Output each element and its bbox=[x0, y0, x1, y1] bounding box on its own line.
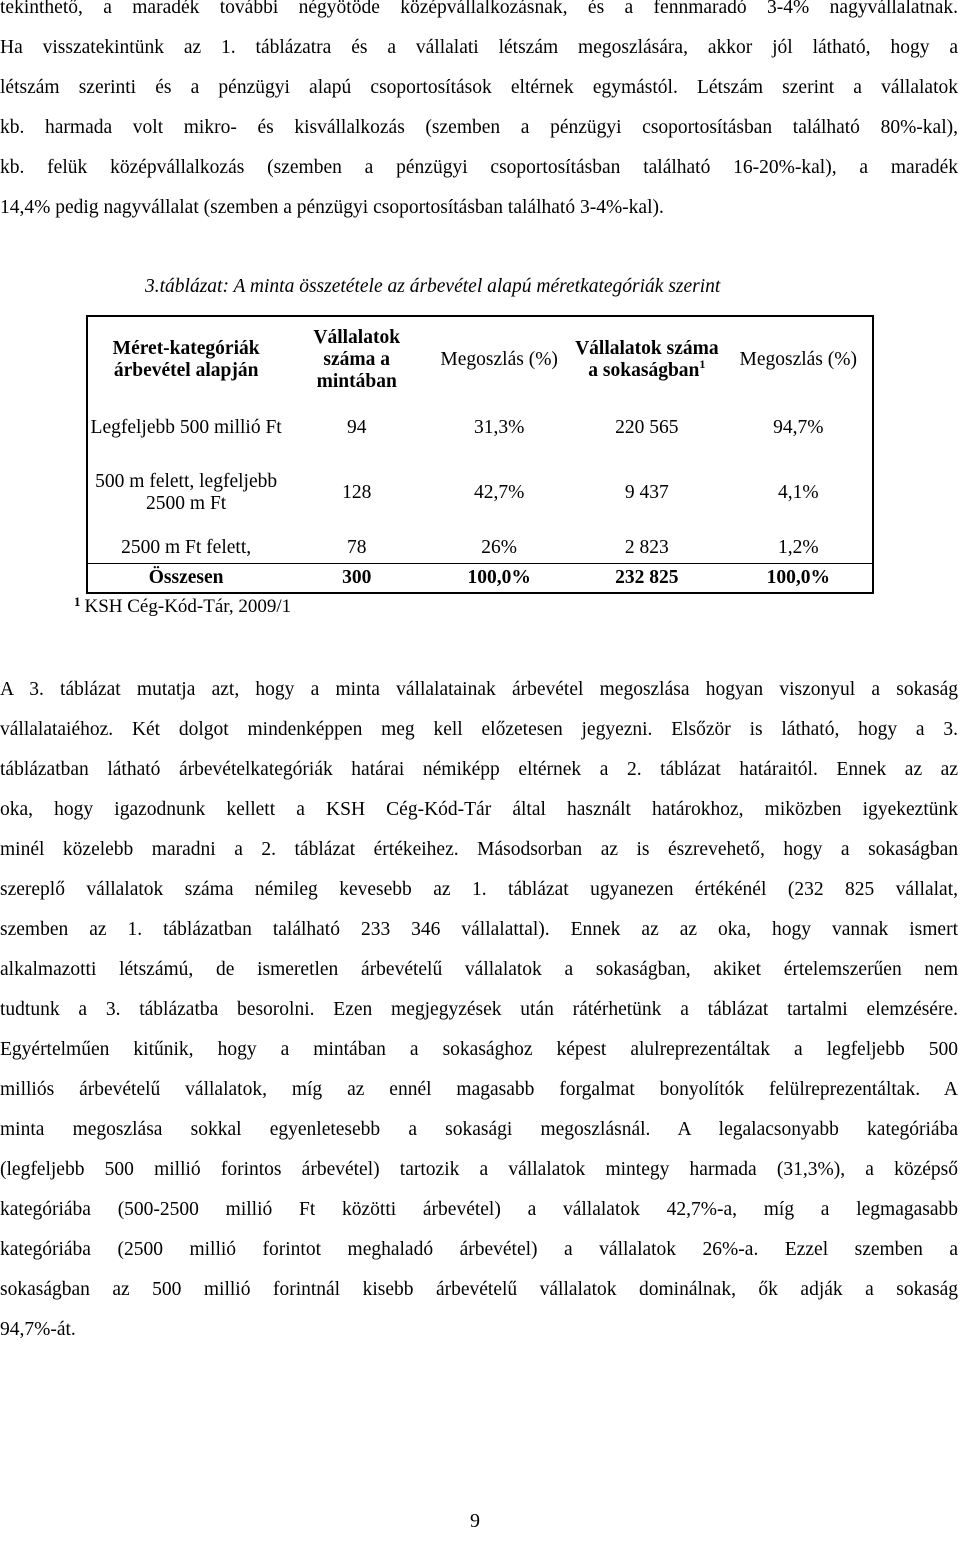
table-cell: 220 565 bbox=[615, 417, 679, 438]
text-line: sokaságban az 500 millió forintnál kisebb árbevételű vállalatok dominálnak, ők adják a sokaság bbox=[0, 1279, 958, 1300]
footnote-mark: 1 bbox=[699, 356, 706, 371]
text-line: kb. harmada volt mikro- és kisvállalkozás (szemben a pénzügyi csoportosításban található 80%-kal), bbox=[0, 117, 958, 138]
page-number: 9 bbox=[470, 1510, 480, 1532]
text-line: 14,4% pedig nagyvállalat (szemben a pénzügyi csoportosításban található 3-4%-kal). bbox=[0, 197, 664, 218]
table-cell: Összesen bbox=[87, 564, 284, 594]
table-cell: 300 bbox=[284, 564, 429, 594]
text-line: kategóriába (500-2500 millió Ft közötti árbevétel) a vállalatok 42,7%-a, míg a legmagasabb bbox=[0, 1199, 958, 1220]
header-cell: Megoszlás (%) bbox=[739, 349, 857, 370]
table-cell: Legfeljebb 500 millió Ft bbox=[90, 417, 282, 438]
table-cell: 42,7% bbox=[473, 482, 525, 503]
table-cell: 31,3% bbox=[473, 417, 525, 438]
text-line: milliós árbevételű vállalatok, míg az ennél magasabb forgalmat bonyolítók felülreprezentáltak. A bbox=[0, 1079, 958, 1100]
header-cell: Vállalatok száma a mintában bbox=[313, 327, 401, 392]
footnote-mark: 1 bbox=[74, 594, 81, 609]
text-line: Ha visszatekintünk az 1. táblázatra és a vállalati létszám megoszlására, akkor jól látható, hogy a bbox=[0, 37, 958, 58]
table-row bbox=[87, 453, 873, 533]
text-line: A 3. táblázat mutatja azt, hogy a minta vállalatainak árbevétel megoszlása hogyan viszonyul a sokaság bbox=[0, 679, 958, 700]
table-caption: 3.táblázat: A minta összetétele az árbevétel alapú méretkategóriák szerint bbox=[145, 276, 721, 297]
text-line: oka, hogy igazodnunk kellett a KSH Cég-Kód-Tár által használt határokhoz, miközben igyekeztünk bbox=[0, 799, 958, 820]
table-cell: 78 bbox=[346, 537, 367, 558]
text-line: (legfeljebb 500 millió forintos árbevétel) tartozik a vállalatok mintegy harmada (31,3%), a középső bbox=[0, 1159, 958, 1180]
text-line: minta megoszlása sokkal egyenletesebb a sokasági megoszlásnál. A legalacsonyabb kategóriába bbox=[0, 1119, 958, 1140]
table-total-row bbox=[87, 564, 873, 594]
table-cell: 232 825 bbox=[569, 564, 724, 594]
paragraph-analysis bbox=[0, 670, 958, 1350]
table-cell: 9 437 bbox=[624, 482, 669, 503]
text-line: szemben az 1. táblázatban található 233 346 vállalattal). Ennek az az oka, hogy vannak ismert bbox=[0, 919, 958, 940]
text-line: alkalmazotti létszámú, de ismeretlen árbevételű vállalatok a sokaságban, akiket értelemszerűen nem bbox=[0, 959, 958, 980]
paragraph-intro bbox=[0, 0, 958, 228]
table-row bbox=[87, 403, 873, 453]
table-cell: 500 m felett, legfeljebb 2500 m Ft bbox=[95, 471, 278, 514]
text-line: 94,7%-át. bbox=[0, 1319, 76, 1340]
table-cell: 4,1% bbox=[777, 482, 819, 503]
size-category-table bbox=[86, 315, 874, 594]
table-cell: 94 bbox=[346, 417, 367, 438]
table-cell: 94,7% bbox=[773, 417, 824, 438]
text-line: tudtunk a 3. táblázatba besorolni. Ezen megjegyzések után rátérhetünk a táblázat tartalmi elemzésére. bbox=[0, 999, 958, 1020]
table-cell: 100,0% bbox=[429, 564, 569, 594]
text-line: szereplő vállalatok száma némileg kevesebb az 1. táblázat ugyanezen értékénél (232 825 vállalat, bbox=[0, 879, 958, 900]
header-cell: Megoszlás (%) bbox=[440, 349, 558, 370]
table-footnote bbox=[74, 596, 291, 618]
text-line: létszám szerinti és a pénzügyi alapú csoportosítások eltérnek egymástól. Létszám szerint a vállalatok bbox=[0, 77, 958, 98]
footnote-text: KSH Cég-Kód-Tár, 2009/1 bbox=[84, 596, 292, 617]
text-line: minél közelebb maradni a 2. táblázat értékeihez. Másodsorban az is észrevehető, hogy a sokaságban bbox=[0, 839, 958, 860]
text-line: kb. felük középvállalkozás (szemben a pénzügyi csoportosításban található 16-20%-kal), a maradék bbox=[0, 157, 958, 178]
table-cell: 2 823 bbox=[624, 537, 669, 558]
table-cell: 100,0% bbox=[725, 564, 874, 594]
table-cell: 26% bbox=[481, 537, 518, 558]
table-header-row bbox=[87, 316, 873, 403]
text-line: tekinthető, a maradék további négyötöde középvállalkozásnak, és a fennmaradó 3-4% nagyvállalatnak. bbox=[0, 0, 958, 18]
text-line: Egyértelműen kitűnik, hogy a mintában a sokasághoz képest alulreprezentáltak a legfeljebb 500 bbox=[0, 1039, 958, 1060]
table-row bbox=[87, 533, 873, 564]
header-cell: Vállalatok száma a sokaságban$^1$ bbox=[575, 337, 719, 381]
table-cell: 1,2% bbox=[777, 537, 819, 558]
header-cell: Méret-kategóriák árbevétel alapján bbox=[112, 338, 260, 381]
text-line: kategóriába (2500 millió forintot meghaladó árbevétel) a vállalatok 26%-a. Ezzel szemben a bbox=[0, 1239, 958, 1260]
table-cell: 128 bbox=[342, 482, 372, 503]
table-cell: 2500 m Ft felett, bbox=[121, 537, 252, 558]
text-line: vállalataiéhoz. Két dolgot mindenképpen meg kell előzetesen jegyezni. Elsőzör is látható, hogy a 3. bbox=[0, 719, 958, 740]
text-line: táblázatban látható árbevételkategóriák határai némiképp eltérnek a 2. táblázat határaitól. Ennek az az bbox=[0, 759, 958, 780]
